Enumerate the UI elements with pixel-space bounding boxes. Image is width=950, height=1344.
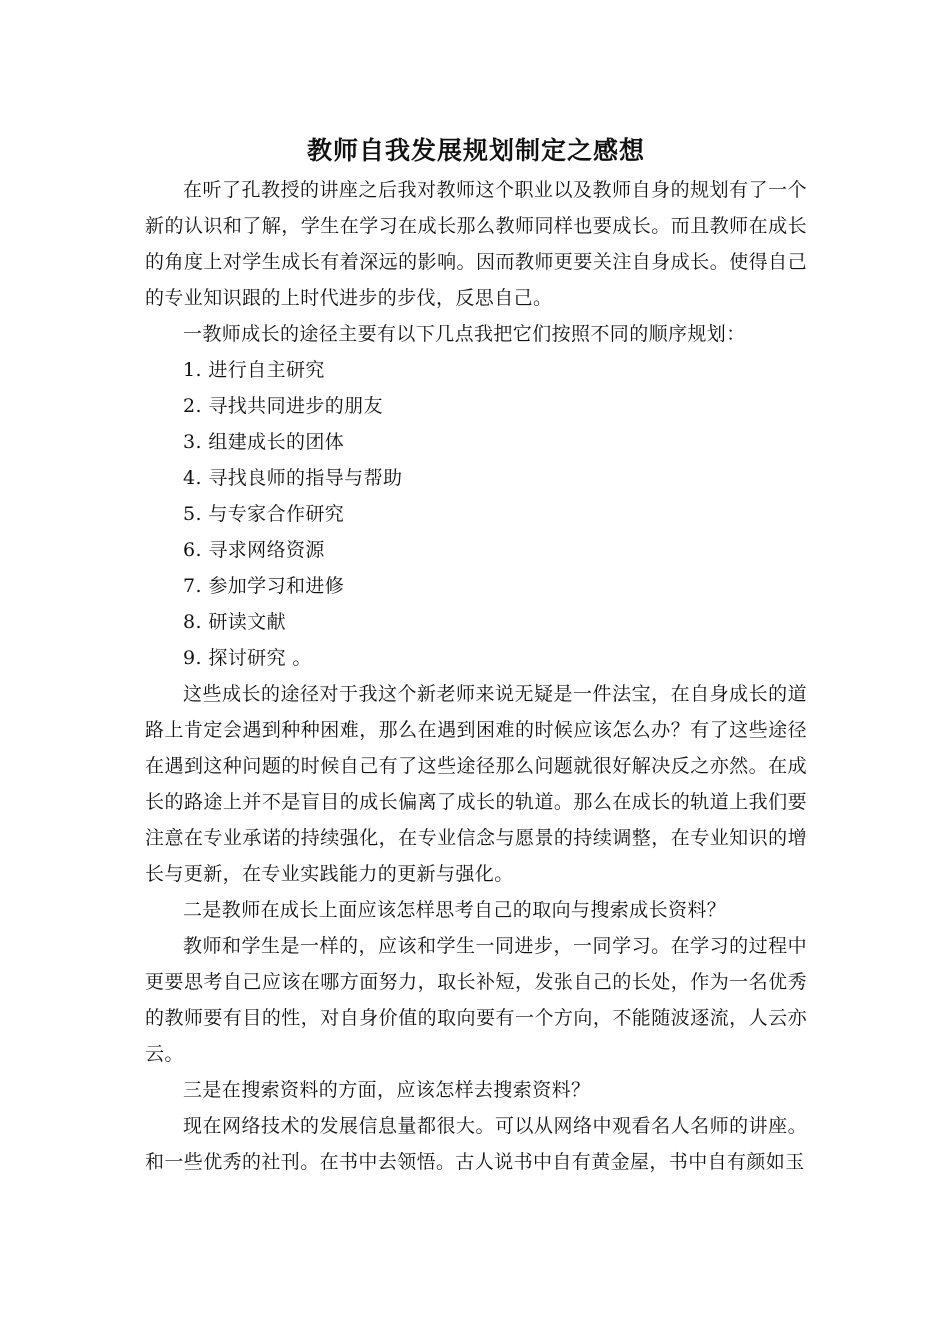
section-three-heading: 三是在搜索资料的方面，应该怎样去搜索资料？ <box>183 1079 591 1101</box>
body-paragraph: 现在网络技术的发展信息量都很大。可以从网络中观看名人名师的讲座。和一些优秀的社刊。在书中去领悟。古人说书中自有黄金屋，书中自有颜如玉 <box>145 1115 807 1173</box>
list-item: 6. 寻求网络资源 <box>183 539 325 561</box>
list-item: 4. 寻找良师的指导与帮助 <box>183 467 403 489</box>
section-two-heading: 二是教师在成长上面应该怎样思考自己的取向与搜索成长资料？ <box>183 899 727 921</box>
list-item: 8. 研读文献 <box>183 611 286 633</box>
list-item: 5. 与专家合作研究 <box>183 503 345 525</box>
list-item: 3. 组建成长的团体 <box>183 431 345 453</box>
list-item: 1. 进行自主研究 <box>183 359 325 381</box>
intro-paragraph: 在听了孔教授的讲座之后我对教师这个职业以及教师自身的规划有了一个新的认识和了解，学生在学习在成长那么教师同样也要成长。而且教师在成长的角度上对学生成长有着深远的影响。因而教师更要关注自身成长。使得自己的专业知识跟的上时代进步的步伐，反思自己。 <box>145 179 807 309</box>
body-paragraph: 这些成长的途径对于我这个新老师来说无疑是一件法宝，在自身成长的道路上肯定会遇到种种困难，那么在遇到困难的时候应该怎么办？有了这些途径在遇到这种问题的时候自己有了这些途径那么问题就很好解决反之亦然。在成长的路途上并不是盲目的成长偏离了成长的轨道。那么在成长的轨道上我们要注意在专业承诺的持续强化，在专业信念与愿景的持续调整，在专业知识的增长与更新，在专业实践能力的更新与强化。 <box>145 683 807 885</box>
growth-paths-intro: 一教师成长的途径主要有以下几点我把它们按照不同的顺序规划： <box>183 323 746 345</box>
list-item: 2. 寻找共同进步的朋友 <box>183 395 383 417</box>
list-item: 9. 探讨研究 。 <box>183 647 312 669</box>
document-title: 教师自我发展规划制定之感想 <box>306 136 645 165</box>
list-item: 7. 参加学习和进修 <box>183 575 345 597</box>
document-page <box>145 132 807 1180</box>
growth-paths-list <box>145 352 807 676</box>
body-paragraph: 教师和学生是一样的，应该和学生一同进步，一同学习。在学习的过程中更要思考自己应该在哪方面努力，取长补短，发张自己的长处，作为一名优秀的教师要有目的性，对自身价值的取向要有一个方向，不能随波逐流，人云亦云。 <box>145 935 807 1065</box>
